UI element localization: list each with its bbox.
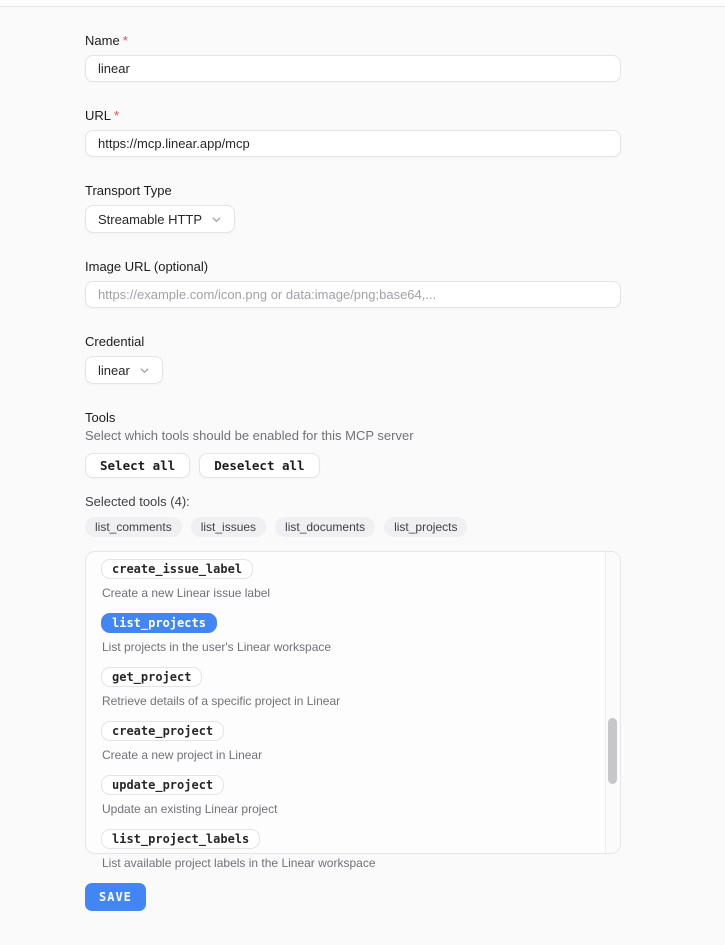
transport-type-select[interactable]	[85, 205, 235, 233]
selected-tool-chip: list_projects	[384, 517, 467, 537]
image-url-input[interactable]	[85, 281, 621, 308]
credential-value: linear	[98, 362, 130, 378]
tools-bulk-actions	[85, 453, 621, 478]
tool-toggle-list_projects[interactable]: list_projects	[101, 613, 217, 633]
tool-toggle-create_issue_label[interactable]: create_issue_label	[101, 559, 253, 579]
tool-list-item	[101, 721, 605, 762]
tool-toggle-update_project[interactable]: update_project	[101, 775, 224, 795]
tool-toggle-list_project_labels[interactable]: list_project_labels	[101, 829, 260, 849]
save-button[interactable]: SAVE	[85, 883, 146, 911]
url-input[interactable]	[85, 130, 621, 157]
selected-tools-count: Selected tools (4):	[85, 494, 190, 509]
tool-list-item	[101, 829, 605, 870]
name-input[interactable]	[85, 55, 621, 82]
selected-tool-chip: list_issues	[191, 517, 266, 537]
tool-list-item	[101, 667, 605, 708]
tool-toggle-get_project[interactable]: get_project	[101, 667, 202, 687]
credential-select[interactable]	[85, 356, 163, 384]
credential-field-group	[85, 334, 621, 384]
required-asterisk: *	[114, 108, 120, 123]
image-url-label: Image URL (optional)	[85, 259, 209, 274]
tool-list-item	[101, 559, 605, 600]
tools-description: Select which tools should be enabled for this MCP server	[85, 428, 414, 443]
tool-description: Update an existing Linear project	[102, 802, 278, 816]
transport-type-value: Streamable HTTP	[98, 211, 203, 227]
chevron-down-icon	[211, 214, 222, 225]
select-all-button[interactable]: Select all	[85, 453, 190, 478]
tool-toggle-create_project[interactable]: create_project	[101, 721, 224, 741]
name-label: Name *	[85, 33, 128, 48]
tool-description: Create a new Linear issue label	[102, 586, 271, 600]
top-panel-edge	[0, 0, 725, 7]
scrollbar-track[interactable]	[605, 552, 620, 853]
image-url-field-group	[85, 259, 621, 308]
selected-tool-chip: list_comments	[85, 517, 182, 537]
tools-label: Tools	[85, 410, 116, 425]
required-asterisk: *	[122, 33, 128, 48]
tool-list-item	[101, 613, 605, 654]
name-field-group	[85, 33, 621, 82]
selected-tools-chips	[85, 517, 621, 537]
chevron-down-icon	[139, 365, 150, 376]
tool-description: List projects in the user's Linear workspace	[102, 640, 332, 654]
credential-label: Credential	[85, 334, 145, 349]
selected-tool-chip: list_documents	[275, 517, 375, 537]
url-label: URL *	[85, 108, 120, 123]
tools-section	[85, 410, 621, 870]
mcp-server-form	[85, 7, 621, 945]
transport-field-group	[85, 183, 621, 233]
tool-list-item	[101, 775, 605, 816]
transport-type-label: Transport Type	[85, 183, 172, 198]
tools-list	[85, 551, 621, 870]
tool-description: Create a new project in Linear	[102, 748, 263, 762]
deselect-all-button[interactable]: Deselect all	[199, 453, 319, 478]
tools-list-content	[86, 552, 620, 890]
url-field-group	[85, 108, 621, 157]
tool-description: Retrieve details of a specific project in Linear	[102, 694, 341, 708]
save-row	[85, 883, 621, 945]
tool-description: List available project labels in the Linear workspace	[102, 856, 376, 870]
scrollbar-thumb[interactable]	[608, 718, 617, 784]
